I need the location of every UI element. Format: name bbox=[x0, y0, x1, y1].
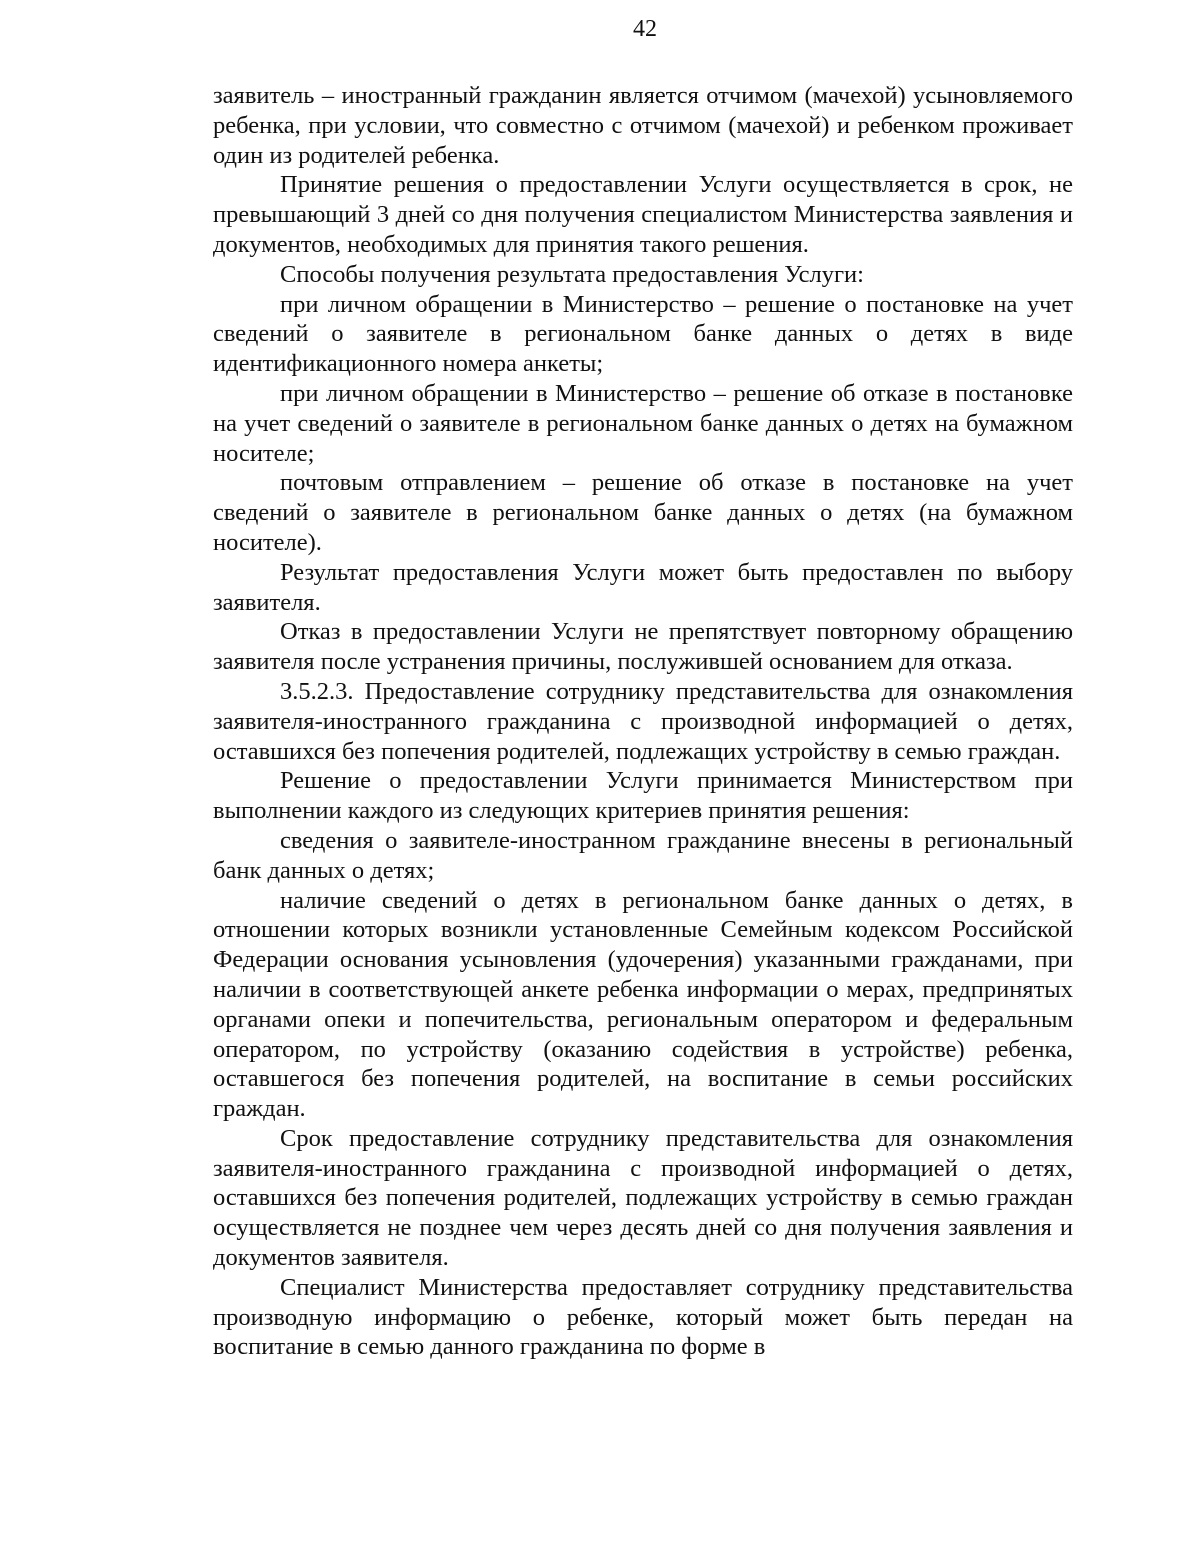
paragraph-decision-term: Принятие решения о предоставлении Услуги осуществляется в срок, не превышающий 3 дней со дня получения специалистом Министерства заявления и документов, необходимых для принятия такого решения. bbox=[213, 171, 1073, 258]
paragraph-section-3-5-2-3: 3.5.2.3. Предоставление сотруднику представительства для ознакомления заявителя-иностранного гражданина с производной информацией о детях, оставшихся без попечения родителей, подлежащих устройству в семью граждан. bbox=[213, 677, 1073, 765]
paragraph-specialist-provides: Специалист Министерства предоставляет сотруднику представительства производную информацию о ребенке, который может быть передан на воспитание в семью данного гражданина по форме в bbox=[213, 1273, 1073, 1361]
paragraph-refusal-reapply: Отказ в предоставлении Услуги не препятствует повторному обращению заявителя после устранения причины, послужившей основанием для отказа. bbox=[213, 618, 1073, 676]
paragraph-applicant-stepparent: заявитель – иностранный гражданин является отчимом (мачехой) усыновляемого ребенка, при условии, что совместно с отчимом (мачехой) и ребенком проживает один из родителей ребенка. bbox=[213, 82, 1073, 169]
document-body bbox=[213, 81, 1073, 1362]
paragraph-criterion-registered: сведения о заявителе-иностранном гражданине внесены в региональный банк данных о детях; bbox=[213, 826, 1073, 884]
paragraph-postal-refusal: почтовым отправлением – решение об отказе в постановке на учет сведений о заявителе в региональном банке данных о детях (на бумажном носителе). bbox=[213, 469, 1073, 556]
paragraph-personal-visit-registration: при личном обращении в Министерство – решение о постановке на учет сведений о заявителе в региональном банке данных о детях в виде идентификационного номера анкеты; bbox=[213, 290, 1073, 378]
paragraph-result-choice: Результат предоставления Услуги может быть предоставлен по выбору заявителя. bbox=[213, 558, 1073, 616]
paragraph-criterion-children-data: наличие сведений о детях в региональном банке данных о детях, в отношении которых возникли установленные Семейным кодексом Российской Федерации основания усыновления (удочерения) указанными гражданами, при наличии в соответствующей анкете ребенка информации о мерах, предпринятых органами опеки и попечительства, региональным оператором и федеральным оператором, по устройству (оказанию содействия в устройстве) ребенка, оставшегося без попечения родителей, на воспитание в семьи российских граждан. bbox=[213, 886, 1073, 1123]
paragraph-provision-term: Срок предоставление сотруднику представительства для ознакомления заявителя-иностранного гражданина с производной информацией о детях, оставшихся без попечения родителей, подлежащих устройству в семью граждан осуществляется не позднее чем через десять дней со дня получения заявления и документов заявителя. bbox=[213, 1124, 1073, 1272]
page-number: 42 bbox=[633, 16, 657, 42]
paragraph-decision-criteria: Решение о предоставлении Услуги принимается Министерством при выполнении каждого из следующих критериев принятия решения: bbox=[213, 767, 1073, 825]
paragraph-result-methods: Способы получения результата предоставления Услуги: bbox=[280, 260, 864, 288]
paragraph-personal-visit-refusal: при личном обращении в Министерство – решение об отказе в постановке на учет сведений о заявителе в региональном банке данных о детях на бумажном носителе; bbox=[213, 379, 1073, 467]
